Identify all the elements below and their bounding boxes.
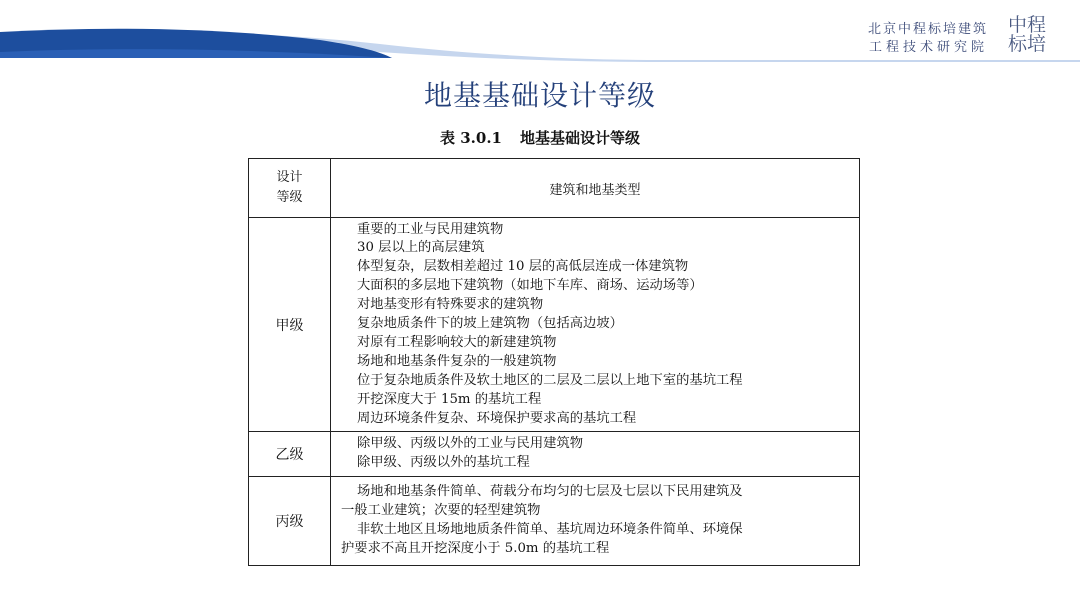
table-row — [249, 477, 860, 566]
type-line: 体型复杂，层数相差超过 10 层的高低层连成一体建筑物 — [357, 259, 689, 275]
header-grade-line1: 设计 — [276, 170, 303, 185]
type-line: 重要的工业与民用建筑物 — [357, 221, 504, 237]
type-line: 场地和地基条件简单、荷载分布均匀的七层及七层以下民用建筑及 — [357, 484, 743, 500]
grade-cell-jia: 甲级 — [249, 218, 331, 432]
type-line: 非软土地区且场地地质条件简单、基坑周边环境条件简单、环境保 — [357, 522, 743, 537]
header-grade-line2: 等级 — [276, 190, 303, 205]
type-cell-yi — [331, 432, 860, 477]
org-branding — [850, 16, 1050, 56]
grade-cell-bing: 丙级 — [249, 477, 331, 566]
header-grade-cell — [249, 159, 331, 218]
type-line: 位于复杂地质条件及软土地区的二层及二层以上地下室的基坑工程 — [357, 372, 743, 388]
slide-title: 地基基础设计等级 — [423, 79, 656, 112]
type-line: 开挖深度大于 15m 的基坑工程 — [357, 391, 542, 407]
table-caption-number: 表 3.0.1 — [440, 129, 502, 147]
type-cell-jia — [331, 218, 860, 432]
type-line: 除甲级、丙级以外的工业与民用建筑物 — [357, 436, 584, 452]
header-type-cell: 建筑和地基类型 — [331, 159, 860, 218]
org-name-line1: 北京中程标培建筑 — [867, 22, 988, 37]
type-line: 大面积的多层地下建筑物（如地下车库、商场、运动场等） — [357, 278, 703, 294]
logo — [994, 16, 1050, 56]
logo-text-bottom: 标培 — [1007, 33, 1046, 55]
logo-text-top: 中程 — [1007, 14, 1046, 36]
type-line: 除甲级、丙级以外的基坑工程 — [357, 455, 530, 470]
org-name-line2: 工程技术研究院 — [868, 40, 988, 55]
type-line: 30 层以上的高层建筑 — [357, 240, 485, 256]
type-cell-bing — [331, 477, 860, 566]
type-line: 护要求不高且开挖深度小于 5.0m 的基坑工程 — [341, 540, 610, 556]
type-line: 周边环境条件复杂、环境保护要求高的基坑工程 — [357, 410, 637, 426]
grade-cell-yi: 乙级 — [249, 432, 331, 477]
table-row — [249, 432, 860, 477]
table-caption-text: 地基基础设计等级 — [519, 129, 640, 147]
type-line: 对地基变形有特殊要求的建筑物 — [357, 297, 544, 313]
type-line: 场地和地基条件复杂的一般建筑物 — [357, 353, 557, 369]
type-line: 对原有工程影响较大的新建建筑物 — [357, 334, 557, 350]
table-header-row — [249, 159, 860, 218]
type-line: 一般工业建筑；次要的轻型建筑物 — [341, 503, 541, 519]
design-grade-table — [248, 158, 860, 566]
type-line: 复杂地质条件下的坡上建筑物（包括高边坡） — [357, 316, 623, 332]
table-caption — [0, 127, 1080, 148]
table-row — [249, 218, 860, 432]
